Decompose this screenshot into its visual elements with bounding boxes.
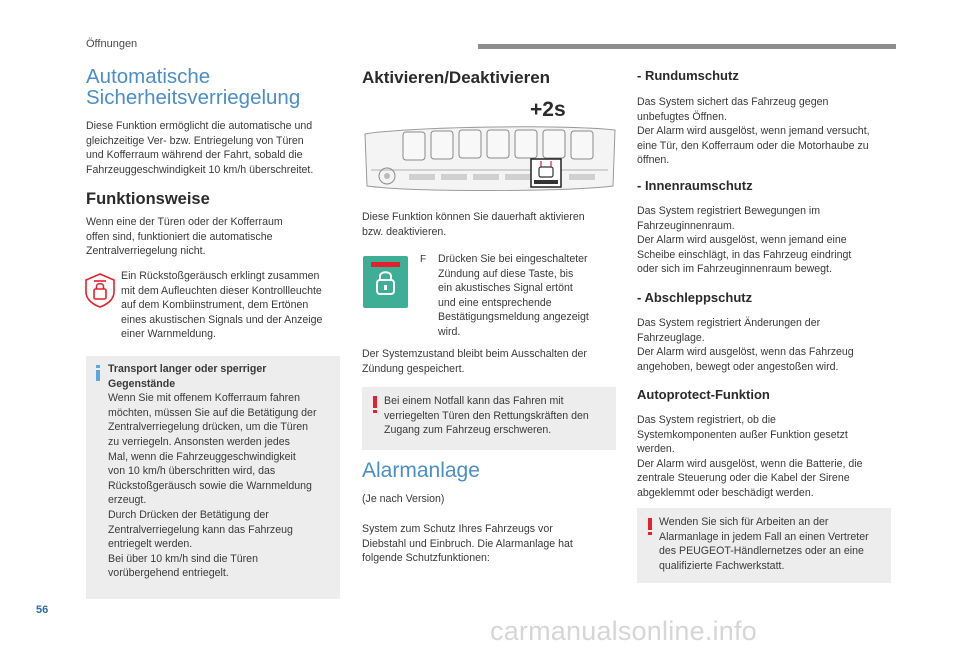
press-instructions: Drücken Sie bei eingeschalteter Zündung auf diese Taste, bis ein akustisches Signal ertönt und eine entsprechende Bestätigungsmeldung angezeigt wird. — [438, 253, 589, 338]
heading-innenraumschutz: - Innenraumschutz — [637, 178, 753, 193]
heading-aktivieren: Aktivieren/Deaktivieren — [362, 68, 551, 87]
lock-warning-icon — [84, 272, 116, 308]
warning-light-text: Ein Rückstoßgeräusch erklingt zusammen mit dem Aufleuchten dieser Kontrollleuchte auf dem Kombiinstrument, dem Ertönen eines akustischen Signals und der Anzeige einer Warnmeldung. — [121, 270, 323, 341]
warning-box-alarm — [637, 508, 891, 583]
version-note: (Je nach Version) — [362, 493, 445, 505]
page-number: 56 — [36, 604, 49, 616]
hold-time-label: +2s — [530, 98, 566, 121]
warning-box-text: Bei einem Notfall kann das Fahren mit verriegelten Türen den Rettungskräften den Zugang zum Fahrzeug erschweren. — [384, 395, 589, 437]
func-paragraph: Wenn eine der Türen oder der Kofferraum offen sind, funktioniert die automatische Zentralverriegelung nicht. — [86, 216, 283, 258]
rundumschutz-text: Das System sichert das Fahrzeug gegen unbefugtes Öffnen. Der Alarm wird ausgelöst, wenn jemand versucht, eine Tür, den Kofferraum oder die Motorhaube zu öffnen. — [637, 96, 870, 167]
innenraumschutz-text: Das System registriert Bewegungen im Fahrzeuginnenraum. Der Alarm wird ausgelöst, wenn jemand eine Scheibe einschlägt, in das Fahrzeug eindringt oder sich im Fahrzeuginnenraum bewegt. — [637, 205, 852, 276]
console-illustration — [363, 124, 617, 194]
bullet-f: F — [420, 254, 427, 265]
watermark: carmanualsonline.info — [490, 616, 757, 646]
heading-abschleppschutz: - Abschleppschutz — [637, 290, 753, 305]
warning-icon — [648, 518, 652, 535]
header-bar — [478, 44, 896, 49]
title-auto-lock: Automatische Sicherheitsverriegelung — [86, 65, 301, 109]
lock-button-icon — [363, 256, 408, 308]
intro-paragraph: Diese Funktion ermöglicht die automatische und gleichzeitige Ver- bzw. Entriegelung von Türen und Kofferraum während der Fahrt, sobald die Fahrzeuggeschwindigkeit 10 km/h überschreitet. — [86, 120, 314, 176]
warning-icon — [373, 396, 377, 413]
left-column — [86, 66, 346, 108]
alarm-paragraph: System zum Schutz Ihres Fahrzeugs vor Diebstahl und Einbruch. Die Alarmanlage hat folgende Schutzfunktionen: — [362, 523, 573, 565]
warning-box-alarm-text: Wenden Sie sich für Arbeiten an der Alarmanlage in jedem Fall an einen Vertreter des PEUGEOT-Händlernetzes oder an eine qualifizierte Fachwerkstatt. — [659, 516, 869, 572]
heading-rundumschutz: - Rundumschutz — [637, 68, 739, 83]
title-alarmanlage: Alarmanlage — [362, 459, 480, 482]
abschleppschutz-text: Das System registriert Änderungen der Fahrzeuglage. Der Alarm wird ausgelöst, wenn das Fahrzeug angehoben, bewegt oder angestoßen wird. — [637, 317, 854, 373]
info-box-transport — [86, 356, 340, 599]
info-box-content: Transport langer oder sperriger Gegenstände Wenn Sie mit offenem Kofferraum fahren möchten, müssen Sie auf die Betätigung der Zentralverriegelung drücken, um die Türen zu verriegeln. Ansonsten werden jedes Mal, wenn die Fahrzeuggeschwindigkeit von 10 km/h überschritten wird, das Rückstoßgeräusch sowie die Warnmeldung erzeugt. Durch Drücken der Betätigung der Zentralverriegelung kann das Fahrzeug entriegelt werden. Bei über 10 km/h sind die Türen vorübergehend entriegelt. — [108, 363, 317, 580]
heading-autoprotect: Autoprotect-Funktion — [637, 387, 770, 402]
memory-paragraph: Der Systemzustand bleibt beim Ausschalten der Zündung gespeichert. — [362, 348, 587, 375]
section-title: Öffnungen — [86, 38, 138, 50]
info-icon — [96, 365, 100, 381]
warning-box-emergency — [362, 387, 616, 450]
autoprotect-text: Das System registriert, ob die Systemkomponenten außer Funktion gesetzt werden. Der Alarm wird ausgelöst, wenn die Batterie, die zentrale Steuerung oder die Kabel der Sirene abgeklemmt oder beschädigt werden. — [637, 414, 863, 499]
activate-paragraph: Diese Funktion können Sie dauerhaft aktivieren bzw. deaktivieren. — [362, 211, 585, 238]
heading-funktionsweise: Funktionsweise — [86, 190, 210, 208]
